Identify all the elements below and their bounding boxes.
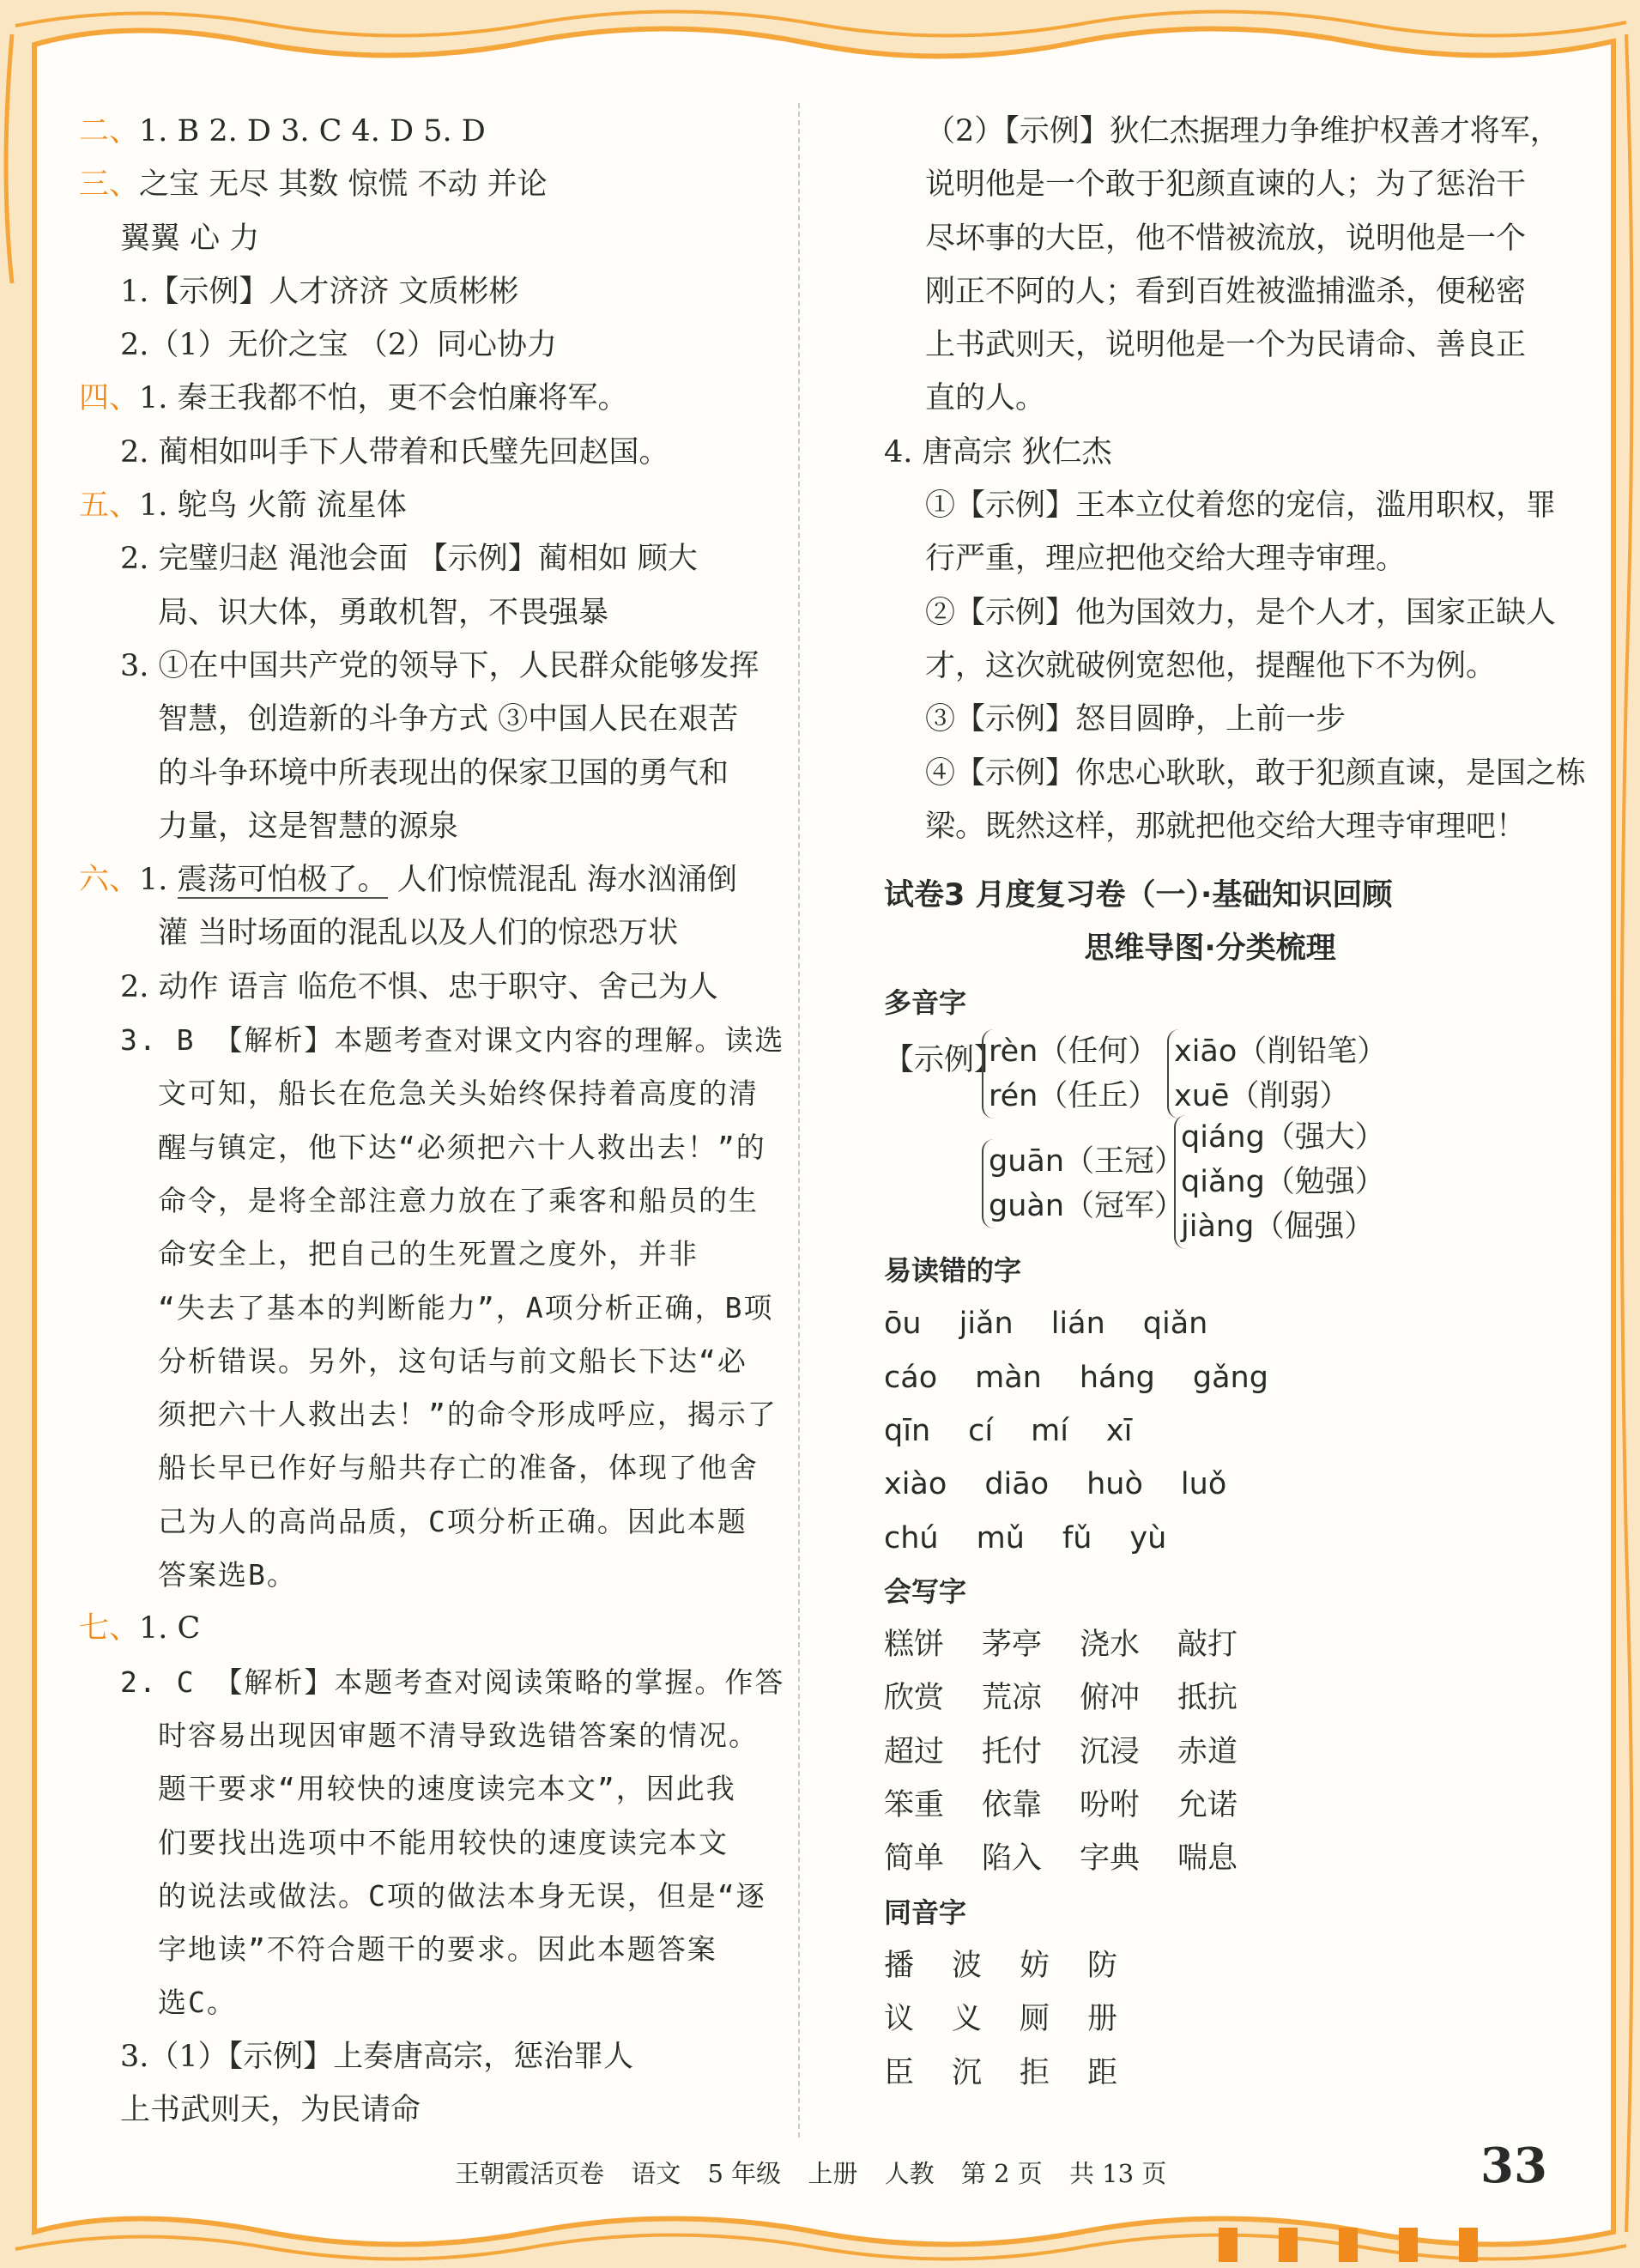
answer-text: 题干要求“用较快的速度读完本文”，因此我 [158, 1772, 736, 1806]
answer-text: 局、识大体，勇敢机智，不畏强暴 [158, 595, 609, 630]
answer-line [79, 479, 762, 532]
answer-line [79, 640, 762, 693]
section-marker: 六、 [79, 863, 140, 898]
duoyinzi-label: 【示例】 [884, 1043, 1005, 1078]
section-marker: 四、 [79, 381, 140, 416]
answer-text: 3. B 【解析】本题考查对课文内容的理解。读选 [120, 1023, 785, 1058]
answer-line [884, 800, 1536, 853]
answer-line [79, 1121, 766, 1174]
answer-line [79, 1870, 766, 1923]
answer-text: 行严重，理应把他交给大理寺审理。 [925, 542, 1407, 577]
answer-text: 力量，这是智慧的源泉 [158, 809, 459, 844]
answer-text: 1. 鸵鸟 火箭 流星体 [139, 488, 407, 524]
answer-line [884, 586, 1557, 640]
answer-line [79, 2083, 762, 2137]
pinyin-entry: qiáng（强大） [1181, 1120, 1385, 1155]
brace-group-xiao [1167, 1029, 1387, 1119]
answer-line [79, 2030, 762, 2083]
answer-line [79, 907, 762, 960]
answer-text: ③【示例】怒目圆睁，上前一步 [925, 702, 1346, 737]
answer-line [79, 1602, 762, 1655]
answer-text: 翼翼 心 力 [120, 221, 260, 256]
pinyin-entry: qiǎng（勉强） [1181, 1165, 1385, 1200]
answer-text: 3. ①在中国共产党的领导下，人民群众能够发挥 [120, 648, 759, 683]
answer-line [79, 747, 762, 800]
answer-text: 智慧，创造新的斗争方式 ③中国人民在艰苦 [158, 702, 739, 737]
huixiezi-item: 浇水 [1080, 1628, 1141, 1663]
tongyinzi-row [884, 1939, 1536, 1992]
answer-text: 2. 完璧归赵 渑池会面 【示例】蔺相如 顾大 [120, 542, 698, 577]
yiducuo-item: qīn [884, 1413, 931, 1448]
answer-text: 3.（1）【示例】上奏唐高宗，惩治罪人 [120, 2039, 634, 2074]
answer-text: 的斗争环境中所表现出的保家卫国的勇气和 [158, 755, 729, 791]
yiducuo-item: cí [968, 1413, 994, 1448]
yiducuo-item: qiǎn [1142, 1307, 1208, 1342]
answer-text: 之宝 无尽 其数 惊慌 不动 并论 [139, 167, 548, 203]
footer-edition: 人教 [884, 2159, 935, 2188]
yiducuo-item: cáo [884, 1360, 938, 1395]
footer-series: 王朝霞活页卷 [455, 2159, 605, 2188]
tongyinzi-item: 议 [884, 2002, 915, 2037]
huixiezi-item: 喘息 [1177, 1841, 1238, 1877]
answer-text: 分析错误。另外，这句话与前文船长下达“必 [158, 1343, 747, 1378]
answer-line [884, 212, 1536, 265]
answer-text: 字地读”不符合题干的要求。因此本题答案 [158, 1932, 717, 1967]
answer-text: 1. [139, 863, 178, 898]
answer-line [79, 1816, 762, 1870]
tongyinzi-item: 距 [1087, 2055, 1118, 2090]
pinyin-entry: xiāo（削铅笔） [1174, 1034, 1388, 1070]
answer-line [79, 800, 762, 853]
yiducuo-row [884, 1297, 1536, 1350]
answer-line [79, 1709, 762, 1762]
huixiezi-row [884, 1725, 1536, 1779]
tongyinzi-item: 妨 [1020, 1948, 1050, 1983]
answer-text: 1. B 2. D 3. C 4. D 5. D [139, 114, 486, 149]
huixiezi-item: 沉浸 [1080, 1734, 1141, 1769]
answer-text: 直的人。 [925, 381, 1046, 416]
answer-text: ①【示例】王本立仗着您的宠信，滥用职权，罪 [925, 488, 1557, 524]
page-number: 33 [1480, 2138, 1547, 2194]
brace-group-qiang [1174, 1115, 1385, 1249]
answer-line [884, 318, 1536, 372]
yiducuo-item: ōu [884, 1307, 922, 1342]
duoyinzi-block [884, 1029, 1536, 1244]
brace-group-ren [982, 1029, 1158, 1119]
answer-line [79, 1228, 762, 1281]
answer-line [79, 1441, 762, 1495]
tongyinzi-item: 义 [952, 2002, 983, 2037]
tongyinzi-item: 臣 [884, 2055, 915, 2090]
section-marker: 五、 [79, 488, 140, 524]
yiducuo-item: diāo [984, 1467, 1050, 1502]
section-marker: 三、 [79, 167, 140, 203]
answer-text: 命令，是将全部注意力放在了乘客和船员的生 [158, 1183, 759, 1217]
right-column [884, 105, 1587, 2100]
answer-line [79, 426, 762, 479]
pinyin-entry: guān（王冠） [989, 1144, 1185, 1179]
huixiezi-heading: 会写字 [884, 1574, 967, 1608]
huixiezi-item: 抵抗 [1177, 1681, 1238, 1716]
answer-text: 2. C 【解析】本题考查对阅读策略的掌握。作答 [120, 1665, 785, 1699]
answer-text: 命安全上，把自己的生死置之度外，并非 [158, 1237, 699, 1271]
answer-text: 说明他是一个敢于犯颜直谏的人；为了惩治干 [925, 167, 1527, 203]
answer-text: 1. 秦王我都不怕，更不会怕廉将军。 [139, 381, 628, 416]
tongyinzi-row [884, 1992, 1536, 2046]
left-column [79, 105, 785, 2137]
yiducuo-item: yù [1129, 1520, 1167, 1555]
answer-line [884, 532, 1536, 585]
answer-text: 们要找出选项中不能用较快的速度读完本文 [158, 1825, 729, 1859]
answer-text: 2. 动作 语言 临危不惧、忠于职守、舍己为人 [120, 969, 718, 1004]
pinyin-entry: rèn（任何） [989, 1034, 1159, 1070]
answer-line [79, 586, 762, 640]
footer-page-of: 第 2 页 [960, 2159, 1043, 2188]
answer-text: 文可知，船长在危急关头始终保持着高度的清 [158, 1076, 759, 1111]
yiducuo-row [884, 1512, 1536, 1565]
answer-line [79, 105, 762, 158]
answer-line [79, 1549, 762, 1602]
tongyinzi-item: 防 [1087, 1948, 1118, 1983]
answer-text: 上书武则天，为民请命 [120, 2092, 421, 2127]
answer-line [884, 105, 1560, 158]
tongyinzi-item: 拒 [1020, 2055, 1050, 2090]
answer-line [884, 372, 1536, 425]
footer-grade: 5 年级 [707, 2159, 782, 2188]
answer-line [884, 747, 1587, 800]
answer-text: 上书武则天，说明他是一个为民请命、善良正 [925, 328, 1527, 363]
duoyinzi-heading: 多音字 [884, 985, 967, 1019]
answer-text: 4. 唐高宗 狄仁杰 [884, 434, 1112, 470]
answer-text: 时容易出现因审题不清导致选错答案的情况。 [158, 1718, 759, 1752]
column-divider [798, 103, 800, 2138]
answer-text: 才，这次就破例宽恕他，提醒他下不为例。 [925, 648, 1497, 683]
answer-text: 答案选B。 [158, 1558, 297, 1592]
answer-text: 梁。既然这样，那就把他交给大理寺审理吧！ [925, 809, 1527, 844]
huixiezi-item: 吩咐 [1080, 1788, 1141, 1823]
footer-volume: 上册 [808, 2159, 858, 2188]
yiducuo-item: chú [884, 1520, 939, 1555]
section-marker: 二、 [79, 114, 140, 149]
yiducuo-item: màn [975, 1360, 1042, 1395]
tongyinzi-item: 波 [952, 1948, 983, 1983]
tongyinzi-item: 沉 [952, 2055, 983, 2090]
answer-line [884, 158, 1536, 211]
tongyinzi-row [884, 2047, 1536, 2100]
answer-line [884, 640, 1536, 693]
answer-line [79, 961, 762, 1014]
yiducuo-item: mǔ [976, 1520, 1025, 1555]
huixiezi-item: 茅亭 [982, 1628, 1043, 1663]
huixiezi-item: 俯冲 [1080, 1681, 1141, 1716]
footer-total: 共 13 页 [1068, 2159, 1167, 2188]
answer-text: 的说法或做法。C项的做法本身无误，但是“逐 [158, 1878, 766, 1913]
answer-text: 灌 当时场面的混乱以及人们的惊恐万状 [158, 916, 679, 951]
huixiezi-item: 笨重 [884, 1788, 945, 1823]
answer-text: 2.（1）无价之宝 （2）同心协力 [120, 328, 558, 363]
answer-text: 刚正不阿的人；看到百姓被滥捕滥杀，便秘密 [925, 274, 1527, 309]
section-title: 试卷3 月度复习卷（一）·基础知识回顾 [884, 878, 1393, 913]
yiducuo-row [884, 1404, 1536, 1458]
yiducuo-item: gǎng [1192, 1360, 1268, 1395]
huixiezi-item: 赤道 [1177, 1734, 1238, 1769]
yiducuo-item: fǔ [1062, 1520, 1092, 1555]
footer-subject: 语文 [631, 2159, 681, 2188]
answer-line [79, 853, 762, 907]
pinyin-entry: rén（任丘） [989, 1079, 1159, 1114]
answer-line [884, 265, 1536, 318]
huixiezi-item: 超过 [884, 1734, 945, 1769]
huixiezi-item: 托付 [982, 1734, 1043, 1769]
answer-text: 2. 蔺相如叫手下人带着和氏璧先回赵国。 [120, 434, 669, 470]
answer-line [79, 1762, 762, 1816]
answer-line [79, 1923, 762, 1976]
huixiezi-item: 简单 [884, 1841, 945, 1877]
yiducuo-item: luǒ [1180, 1467, 1227, 1502]
tongyinzi-item: 厕 [1020, 2002, 1050, 2037]
footer [455, 2155, 1185, 2190]
pinyin-entry: guàn（冠军） [989, 1189, 1185, 1224]
answer-line [79, 1067, 762, 1120]
huixiezi-row [884, 1779, 1536, 1832]
yiducuo-item: lián [1050, 1307, 1105, 1342]
answer-line [79, 372, 762, 425]
answer-line [884, 693, 1536, 746]
huixiezi-item: 敲打 [1177, 1628, 1238, 1663]
tongyinzi-item: 播 [884, 1948, 915, 1983]
yiducuo-item: háng [1079, 1360, 1155, 1395]
answer-line [79, 693, 762, 746]
answer-line [79, 318, 762, 372]
huixiezi-item: 糕饼 [884, 1628, 945, 1663]
answer-text: 须把六十人救出去！”的命令形成呼应，揭示了 [158, 1398, 778, 1432]
yiducuo-row [884, 1458, 1536, 1511]
answer-text: 1. C [139, 1611, 201, 1646]
yiducuo-row [884, 1351, 1536, 1404]
answer-text: 醒与镇定，他下达“必须把六十人救出去！”的 [158, 1130, 766, 1164]
answer-text: 船长早已作好与船共存亡的准备，体现了他舍 [158, 1451, 759, 1485]
huixiezi-row [884, 1618, 1536, 1671]
answer-line [79, 1495, 762, 1549]
huixiezi-row [884, 1671, 1536, 1725]
yiducuo-heading: 易读错的字 [884, 1254, 1022, 1288]
yiducuo-item: jiǎn [959, 1307, 1014, 1342]
yiducuo-item: mí [1031, 1413, 1068, 1448]
answer-line [79, 532, 762, 585]
tongyinzi-item: 册 [1087, 2002, 1118, 2037]
huixiezi-item: 陷入 [982, 1841, 1043, 1877]
answer-line [79, 1656, 785, 1709]
section-marker: 七、 [79, 1611, 140, 1646]
huixiezi-item: 字典 [1080, 1841, 1141, 1877]
answer-text: （2）【示例】狄仁杰据理力争维护权善才将军， [925, 114, 1560, 149]
answer-line [79, 1282, 774, 1335]
huixiezi-item: 欣赏 [884, 1681, 945, 1716]
answer-text: ④【示例】你忠心耿耿，敢于犯颜直谏，是国之栋 [925, 755, 1587, 791]
huixiezi-row [884, 1832, 1536, 1885]
yiducuo-item: xī [1105, 1413, 1133, 1448]
huixiezi-item: 荒凉 [982, 1681, 1043, 1716]
answer-line [79, 1976, 762, 2029]
section-subtitle: 思维导图·分类梳理 [1084, 931, 1336, 967]
brace-group-guan [982, 1139, 1184, 1228]
answer-line [884, 479, 1557, 532]
pinyin-entry: xuē（削弱） [1174, 1079, 1350, 1114]
answer-line [884, 426, 1536, 479]
answer-text: 尽坏事的大臣，他不惜被流放，说明他是一个 [925, 221, 1527, 256]
answer-line [79, 1014, 785, 1067]
answer-text: ②【示例】他为国效力，是个人才，国家正缺人 [925, 595, 1557, 630]
yiducuo-item: huò [1086, 1467, 1143, 1502]
answer-text: 1.【示例】人才济济 文质彬彬 [120, 274, 519, 309]
answer-text: 选C。 [158, 1986, 237, 2020]
answer-text: “失去了基本的判断能力”，A项分析正确，B项 [158, 1290, 774, 1325]
answer-line [79, 212, 762, 265]
answer-text: 人们惊慌混乱 海水汹涌倒 [387, 863, 737, 898]
answer-line [79, 158, 762, 211]
yiducuo-item: xiào [884, 1467, 947, 1502]
pinyin-entry: jiàng（倔强） [1181, 1210, 1375, 1245]
answer-line [79, 1174, 762, 1228]
huixiezi-item: 依靠 [982, 1788, 1043, 1823]
huixiezi-item: 允诺 [1177, 1788, 1238, 1823]
answer-line [79, 1388, 778, 1441]
answer-line [79, 1335, 762, 1388]
answer-line [79, 265, 762, 318]
underlined-answer: 震荡可怕极了。 [177, 863, 388, 898]
tongyinzi-heading: 同音字 [884, 1895, 967, 1929]
answer-text: 己为人的高尚品质，C项分析正确。因此本题 [158, 1504, 747, 1538]
